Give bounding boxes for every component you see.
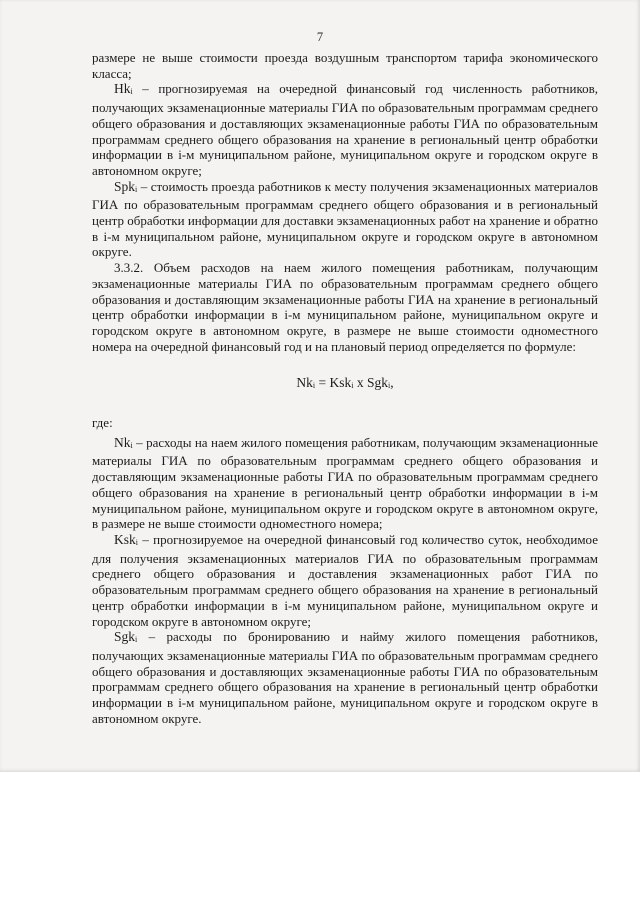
formula-term-2-subscript: i (388, 381, 391, 391)
variable-nk-subscript: i (130, 440, 133, 450)
ksk-definition-text: – прогнозируемое на очередной финансовый год количество суток, необходимое для получения экзаменационных материалов ГИА по образовательным программам среднего общего образования и доставления экзаменационных работ ГИА по образовательным программам среднего общего образования на хранение в региональный центр обработки информации в i-м муниципальном районе, муниципальном округе и городском округе в автономном округе; (92, 531, 598, 629)
variable-sgk-subscript: i (135, 635, 138, 645)
page-number: 7 (316, 30, 324, 44)
where-label: где: (92, 415, 113, 431)
formula (92, 375, 598, 394)
hk-definition-text: – прогнозируемая на очередной финансовый год численность работников, получающих экзаменационные материалы ГИА по образовательным программам среднего общего образования и доставляющих экзаменационные работы ГИА по образовательным программам среднего общего образования на хранение в региональный центр обработки информации в i-м муниципальном районе, муниципальном округе и городском округе в автономном округе; (92, 81, 598, 178)
variable-ksk: Ksk (114, 531, 136, 547)
paragraph-ksk-definition (92, 532, 598, 629)
nk-definition-text: – расходы на наем жилого помещения работникам, получающим экзаменационные материалы ГИА по образовательным программам среднего общего образования и доставляющим экзаменационные работы ГИА по образовательным программам среднего общего образования на хранение в региональный центр обработки информации в i-м муниципальном районе, муниципальном округе и городском округе в автономном округе, в размере не выше стоимости одноместного номера; (92, 434, 598, 532)
variable-hk: Hk (114, 81, 131, 97)
formula-tail: , (390, 375, 394, 391)
sgk-definition-text: – расходы по бронированию и найму жилого помещения работников, получающих экзаменационные материалы ГИА по образовательным программам среднего общего образования и доставляющих экзаменационные работы ГИА по образовательным программам среднего общего образования на хранение в региональный центр обработки информации в i-м муниципальном районе, муниципальном округе и городском округе в автономном округе. (92, 629, 598, 726)
variable-nk: Nk (114, 434, 131, 450)
variable-sgk: Sgk (114, 629, 136, 645)
document-body (92, 50, 598, 726)
paragraph-hk-definition (92, 81, 598, 178)
variable-hk-subscript: i (130, 87, 133, 97)
variable-ksk-subscript: i (135, 537, 138, 547)
formula-term-1: = Ksk (315, 375, 352, 391)
spk-definition-text: – стоимость проезда работников к месту получения экзаменационных материалов ГИА по образовательным программам среднего общего образования и в региональный центр обработки информации для доставки экзаменационных работ на хранение и обратно в i-м муниципальном районе, муниципальном округе и городском округе в автономном округе. (92, 178, 598, 260)
paragraph-continuation: размере не выше стоимости проезда воздушным транспортом тарифа экономического класса; (92, 50, 598, 81)
formula-lhs: Nk (296, 375, 313, 391)
paragraph-spk-definition (92, 179, 598, 261)
paragraph-nk-definition (92, 435, 598, 532)
formula-term-1-subscript: i (351, 381, 354, 391)
variable-spk-subscript: i (135, 184, 138, 194)
formula-lhs-subscript: i (312, 381, 316, 391)
formula-term-2: x Sgk (353, 375, 388, 391)
variable-spk: Spk (114, 178, 136, 194)
paragraph-section-3-3-2: 3.3.2. Объем расходов на наем жилого помещения работникам, получающим экзаменационные материалы ГИА по образовательным программам среднего общего образования и доставляющим экзаменационные работы ГИА на хранение в региональный центр обработки информации в i-м муниципальном районе, муниципальном округе и городском округе в автономном округе, в размере не выше стоимости одноместного номера на очередной финансовый год и на плановый период определяется по формуле: (92, 260, 598, 354)
paragraph-sgk-definition (92, 629, 598, 726)
